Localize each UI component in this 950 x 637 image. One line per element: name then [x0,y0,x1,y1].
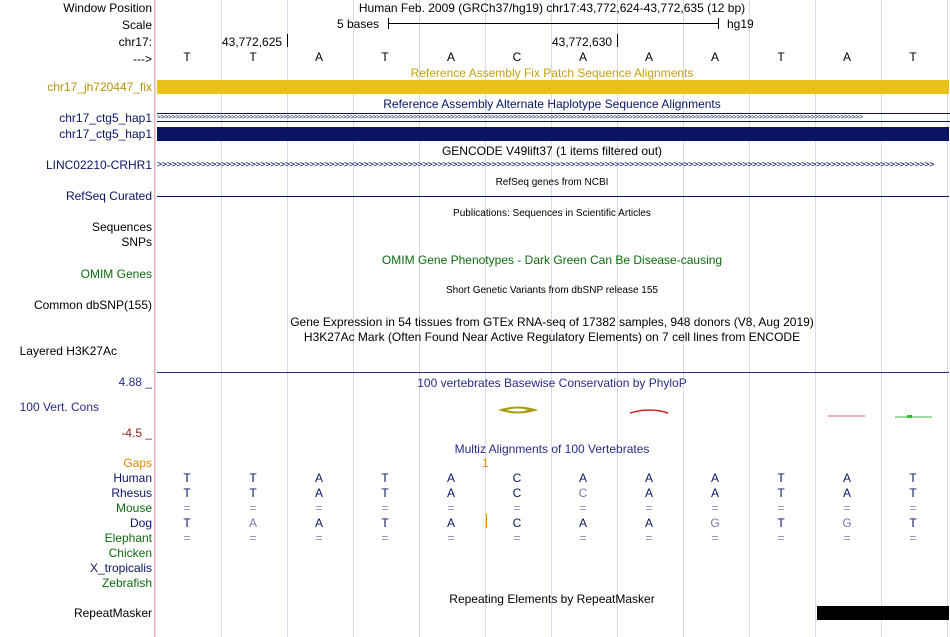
reference-base: T [381,50,389,64]
scale-bar [388,23,718,24]
alignment-base: T [183,471,191,485]
reference-base: C [512,50,522,64]
alignment-base: = [711,531,719,545]
track-label-gencode[interactable]: LINC02210-CRHR1 [45,158,152,172]
alignment-base: = [579,531,587,545]
scale-bar-left-tick [388,18,389,29]
alignment-base: = [711,501,719,515]
alignment-base: T [381,516,389,530]
alignment-base: T [909,471,917,485]
window-position-label: Window Position [63,1,152,15]
track-title-gencode: GENCODE V49lift37 (1 items filtered out) [441,144,663,158]
alignment-base: G [710,516,720,530]
reference-base: A [644,50,654,64]
alignment-base: T [777,486,785,500]
species-label-rhesus[interactable]: Rhesus [111,486,152,500]
alignment-base: T [381,486,389,500]
track-title-alt-haplo: Reference Assembly Alternate Haplotype Sequence Alignments [383,97,721,111]
reference-base: T [909,50,917,64]
track-label-omim[interactable]: OMIM Genes [80,267,152,281]
track-label-gaps[interactable]: Gaps [123,456,152,470]
fix-patch-feature[interactable] [157,80,949,94]
alignment-base: = [909,531,917,545]
track-label-dbsnp[interactable]: Common dbSNP(155) [33,298,152,312]
track-title-omim: OMIM Gene Phenotypes - Dark Green Can Be Disease-causing [381,253,723,267]
ruler-position-1: 43,772,625 [222,35,283,49]
alt-haplo-feature-1[interactable]: >>>>>>>>>>>>>>>>>>>>>>>>>>>>>>>>>>>>>>>>>>>>>>>>>>>>>>>>>>>>>>>>>>>>>>>>>>>>>>>>>>>>>>>>>>>>>>>>>>>>>>>>>>>>>>>>>>>>>>>>>>>>>>>>>>>>>>>>>>>>>>>>>>>>>>>>>>>>>>>>>>>>>>>>>>>>>>>>>>>>>>>>>>>>>> [157,113,950,122]
alignment-base: = [381,501,389,515]
refseq-feature[interactable] [157,196,949,197]
track-label-phylop[interactable]: 100 Vert. Cons [19,400,99,414]
alignment-base: A [446,516,456,530]
alignment-base: = [183,531,191,545]
track-title-gtex: Gene Expression in 54 tissues from GTEx RNA-seq of 17382 samples, 948 donors (V8, Aug 2019) [290,315,814,329]
species-label-human[interactable]: Human [113,471,152,485]
alignment-base: C [512,471,522,485]
track-title-repeatmasker: Repeating Elements by RepeatMasker [449,592,655,606]
alignment-base: T [909,486,917,500]
species-label-chicken[interactable]: Chicken [108,546,152,560]
alignment-base: A [446,471,456,485]
alignment-base: A [644,486,654,500]
alignment-base: C [512,486,522,500]
alignment-base: A [710,471,720,485]
grid-line [947,0,948,637]
alignment-base: = [249,501,257,515]
reference-base: T [777,50,785,64]
alignment-base: A [314,486,324,500]
species-label-dog[interactable]: Dog [129,516,152,530]
ruler-tick-2 [617,34,618,47]
alignment-base: T [909,516,917,530]
alignment-base: G [842,516,852,530]
track-title-fix-patch: Reference Assembly Fix Patch Sequence Alignments [410,66,694,80]
species-label-mouse[interactable]: Mouse [115,501,152,515]
grid-line [287,0,288,637]
reference-base: A [314,50,324,64]
alignment-base: = [249,531,257,545]
species-label-zebrafish[interactable]: Zebrafish [101,576,152,590]
alignment-base: A [314,471,324,485]
alignment-base: = [381,531,389,545]
alignment-base: = [315,501,323,515]
alignment-base: = [645,531,653,545]
track-label-refseq[interactable]: RefSeq Curated [65,189,152,203]
alignment-base: = [645,501,653,515]
species-label-elephant[interactable]: Elephant [104,531,152,545]
scale-label: Scale [121,18,152,32]
reference-base: A [710,50,720,64]
alignment-base: = [447,531,455,545]
alignment-base: = [579,501,587,515]
track-label-sequences[interactable]: Sequences [91,220,152,234]
track-title-phylop: 100 vertebrates Basewise Conservation by PhyloP [417,376,687,390]
dog-gap-insertion-mark [486,514,487,528]
track-label-snps[interactable]: SNPs [121,235,152,249]
grid-line [155,0,156,637]
scale-bar-right-tick [718,18,719,29]
alignment-base: = [447,501,455,515]
gap-count: 1 [482,456,489,470]
grid-line [815,0,816,637]
track-label-panel [0,0,154,637]
alignment-base: A [842,486,852,500]
alignment-base: T [183,486,191,500]
alignment-base: = [513,531,521,545]
reference-base: A [446,50,456,64]
grid-line [881,0,882,637]
track-label-alt-haplo-2[interactable]: chr17_ctg5_hap1 [59,127,152,141]
alignment-base: = [513,501,521,515]
track-title-dbsnp: Short Genetic Variants from dbSNP release 155 [446,285,658,296]
alignment-base: T [249,486,257,500]
track-label-fix-patch[interactable]: chr17_jh720447_fix [47,80,152,94]
track-label-h3k27ac[interactable]: Layered H3K27Ac [19,344,117,358]
alignment-base: C [512,516,522,530]
grid-line [221,0,222,637]
track-title-multiz: Multiz Alignments of 100 Vertebrates [454,442,650,456]
track-label-alt-haplo-1[interactable]: chr17_ctg5_hap1 [59,111,152,125]
phylop-plot [155,395,950,430]
phylop-max-label: 4.88 _ [118,375,152,389]
alignment-base: T [381,471,389,485]
strand-label: ---> [133,52,152,66]
alignment-base: A [248,516,258,530]
alignment-base: T [249,471,257,485]
alignment-base: A [842,471,852,485]
species-label-xtropicalis[interactable]: X_tropicalis [89,561,152,575]
track-title-h3k27ac: H3K27Ac Mark (Often Found Near Active Regulatory Elements) on 7 cell lines from ENCODE [303,330,801,344]
track-title-publications: Publications: Sequences in Scientific Articles [453,208,651,219]
alignment-base: T [777,471,785,485]
alignment-base: A [710,486,720,500]
alignment-base: T [777,516,785,530]
alignment-base: = [909,501,917,515]
alignment-base: A [578,516,588,530]
alignment-base: = [843,501,851,515]
reference-base: A [842,50,852,64]
repeatmasker-feature[interactable] [817,606,949,620]
phylop-min-label: -4.5 _ [121,426,152,440]
track-title-refseq: RefSeq genes from NCBI [495,177,609,188]
alignment-base: C [578,486,588,500]
window-title: Human Feb. 2009 (GRCh37/hg19) chr17:43,772,624-43,772,635 (12 bp) [358,1,746,15]
alignment-base: A [644,471,654,485]
alignment-base: = [777,531,785,545]
reference-base: T [183,50,191,64]
alignment-base: A [314,516,324,530]
h3k27ac-signal [157,372,949,373]
alignment-base: A [578,471,588,485]
chrom-label: chr17: [118,35,152,49]
alignment-base: A [644,516,654,530]
track-label-repeatmasker[interactable]: RepeatMasker [73,606,152,620]
ruler-position-2: 43,772,630 [552,35,613,49]
assembly-label: hg19 [727,17,754,31]
reference-base: T [249,50,257,64]
gencode-feature[interactable]: >>>>>>>>>>>>>>>>>>>>>>>>>>>>>>>>>>>>>>>>>>>>>>>>>>>>>>>>>>>>>>>>>>>>>>>>>>>>>>>>>>>>>>>>>>>>>>>>>>>>>>>>>>>>>>>>>>>>>>>>>>>>>>>>>>>>>>>>>>>>>>>>>>>>>>>>>>>>>> [157,161,935,170]
scale-text: 5 bases [337,17,380,31]
alignment-base: = [843,531,851,545]
alignment-base: = [183,501,191,515]
alignment-base: = [777,501,785,515]
phylop-conservation-marks [498,407,932,419]
alignment-base: = [315,531,323,545]
alt-haplo-feature-2[interactable] [157,127,949,141]
alignment-base: T [183,516,191,530]
ruler-tick-1 [287,34,288,47]
alignment-base: A [446,486,456,500]
reference-base: A [578,50,588,64]
